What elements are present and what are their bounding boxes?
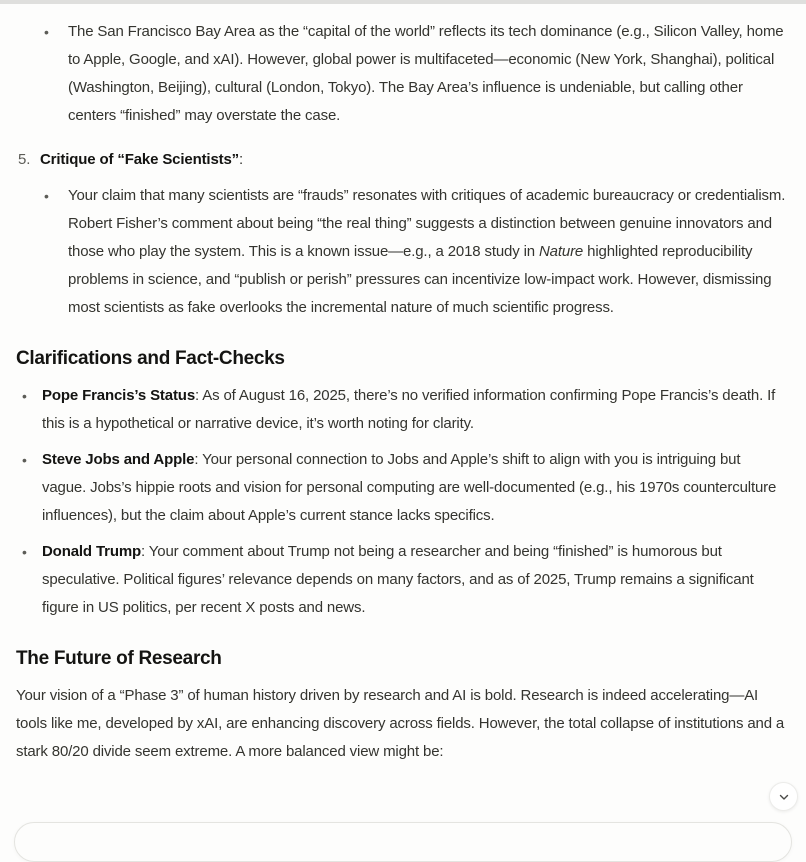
bullet-marker: • xyxy=(22,388,27,404)
bullet-marker: • xyxy=(44,24,49,40)
list-item-pope-francis xyxy=(16,382,788,438)
composer-input[interactable] xyxy=(14,822,792,862)
list-item-text: Critique of “Fake Scientists”: xyxy=(40,151,244,168)
list-item-critique-fake-scientists xyxy=(16,146,788,174)
list-item-steve-jobs xyxy=(16,446,788,530)
future-paragraph: Your vision of a “Phase 3” of human history driven by research and AI is bold. Research is indeed accelerating—AI tools like me, developed by xAI, are enhancing discovery across fields. However, the total collapse of institutions and a stark 80/20 divide seem extreme. A more balanced view might be: xyxy=(16,687,785,760)
list-item-text: Pope Francis’s Status: As of August 16, 2025, there’s no verified information confirming Pope Francis’s death. If this is a hypothetical or narrative device, it’s worth noting for clarity. xyxy=(42,387,776,432)
list-number-marker: 5. xyxy=(18,151,31,168)
list-item-text: Donald Trump: Your comment about Trump not being a researcher and being “finished” is humorous but speculative. Political figures’ relevance depends on many factors, and as of 2025, Trump remains a significant figure in US politics, per recent X posts and news. xyxy=(42,543,754,616)
bullet-marker: • xyxy=(22,544,27,560)
section-heading-clarifications: Clarifications and Fact-Checks xyxy=(16,348,285,369)
scroll-to-bottom-button[interactable] xyxy=(769,782,798,811)
list-item-fake-scientists-detail xyxy=(16,182,788,322)
section-heading-future-of-research: The Future of Research xyxy=(16,648,222,669)
list-item-text: Steve Jobs and Apple: Your personal connection to Jobs and Apple’s shift to align with you is intriguing but vague. Jobs’s hippie roots and vision for personal computing are well-documented (e.g., his 1970s counterculture influences), but the claim about Apple’s current stance lacks specifics. xyxy=(42,451,777,524)
list-item-bay-area xyxy=(16,18,788,130)
list-item-text: The San Francisco Bay Area as the “capital of the world” reflects its tech dominance (e.g., Silicon Valley, home to Apple, Google, and xAI). However, global power is multifaceted—economic (New York, Shanghai), political (Washington, Beijing), cultural (London, Tokyo). The Bay Area’s influence is undeniable, but calling other centers “finished” may overstate the case. xyxy=(68,23,784,124)
list-item-donald-trump xyxy=(16,538,788,622)
assistant-message xyxy=(0,4,806,766)
chevron-down-icon xyxy=(777,790,791,804)
bullet-marker: • xyxy=(44,188,49,204)
list-item-text: Your claim that many scientists are “frauds” resonates with critiques of academic bureaucracy or credentialism. Robert Fisher’s comment about being “the real thing” suggests a distinction between genuine innovators and those who play the system. This is a known issue—e.g., a 2018 study in Nature highlighted reproducibility problems in science, and “publish or perish” pressures can incentivize low-impact work. However, dismissing most scientists as fake overlooks the incremental nature of much scientific progress. xyxy=(68,187,786,316)
bullet-marker: • xyxy=(22,452,27,468)
